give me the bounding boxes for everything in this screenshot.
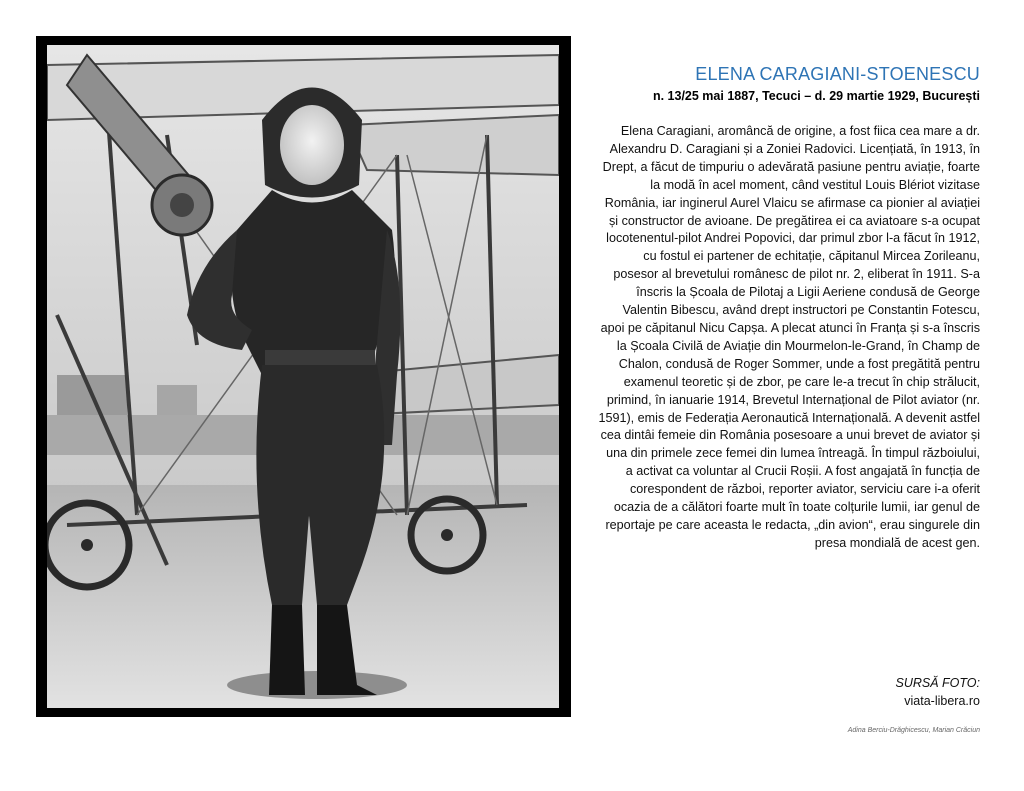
aviator-photo — [47, 45, 559, 708]
life-dates: n. 13/25 mai 1887, Tecuci – d. 29 martie 1929, București — [652, 89, 980, 103]
photo-frame — [36, 36, 571, 717]
authors-credit: Adina Berciu-Drăghicescu, Marian Crăciun — [847, 727, 980, 734]
page-title: ELENA CARAGIANI-STOENESCU — [695, 64, 980, 84]
aviator-photo-illustration — [47, 45, 559, 708]
photo-source-value: viata-libera.ro — [904, 694, 980, 708]
biography-text: Elena Caragiani, aromâncă de origine, a fost fiica cea mare a dr. Alexandru D. Caragiani și a Zoniei Radovici. Licențiată, în 1913, în Drept, a făcut de timpuriu o adevărată pasiune pentru aviație, foarte la modă în acel moment, când vestitul Louis Blériot vizitase România, iar inginerul Aurel Vlaicu se afirmase ca pionier al aviației și constructor de avioane. De pregătirea ei ca aviatoare s-a ocupat locotenentul-pilot Andrei Popovici, dar primul zbor l-a făcut în 1912, cu fostul ei partener de echitație, căpitanul Mircea Zorileanu, posesor al brevetului românesc de pilot nr. 2, eliberat în 1911. S-a înscris la Școala de Pilotaj a Ligii Aeriene condusă de George Valentin Bibescu, având drept instructori pe Constantin Fotescu, apoi pe căpitanul Nicu Capșa. A plecat atunci în Franța și s-a înscris la Școala Civilă de Aviație din Mourmelon-le-Grand, în Champ de Chalon, condusă de Roger Sommer, unde a fost pregătită pentru examenul teoretic și de zbor, pe care le-a trecut în chip strălucit, primind, în ianuarie 1914, Brevetul Internațional de Pilot aviator (nr. 1591), emis de Federația Aeronautică Internațională. A devenit astfel cea dintâi femeie din România posesoare a unui brevet de aviator și una din primele zece femei din lumea întreagă. În timpul războiului, a activat ca voluntar al Crucii Roșii. A fost angajată în funcția de corespondent de război, reporter aviator, serviciu care i-a oferit ocazia de a călători foarte mult în toate colțurile lumii, iar genul de reportaje pe care aceasta le redacta, „din avion“, erau singurele din presa mondială de acest gen. — [598, 124, 980, 550]
photo-source-label: SURSĂ FOTO: — [895, 676, 980, 690]
